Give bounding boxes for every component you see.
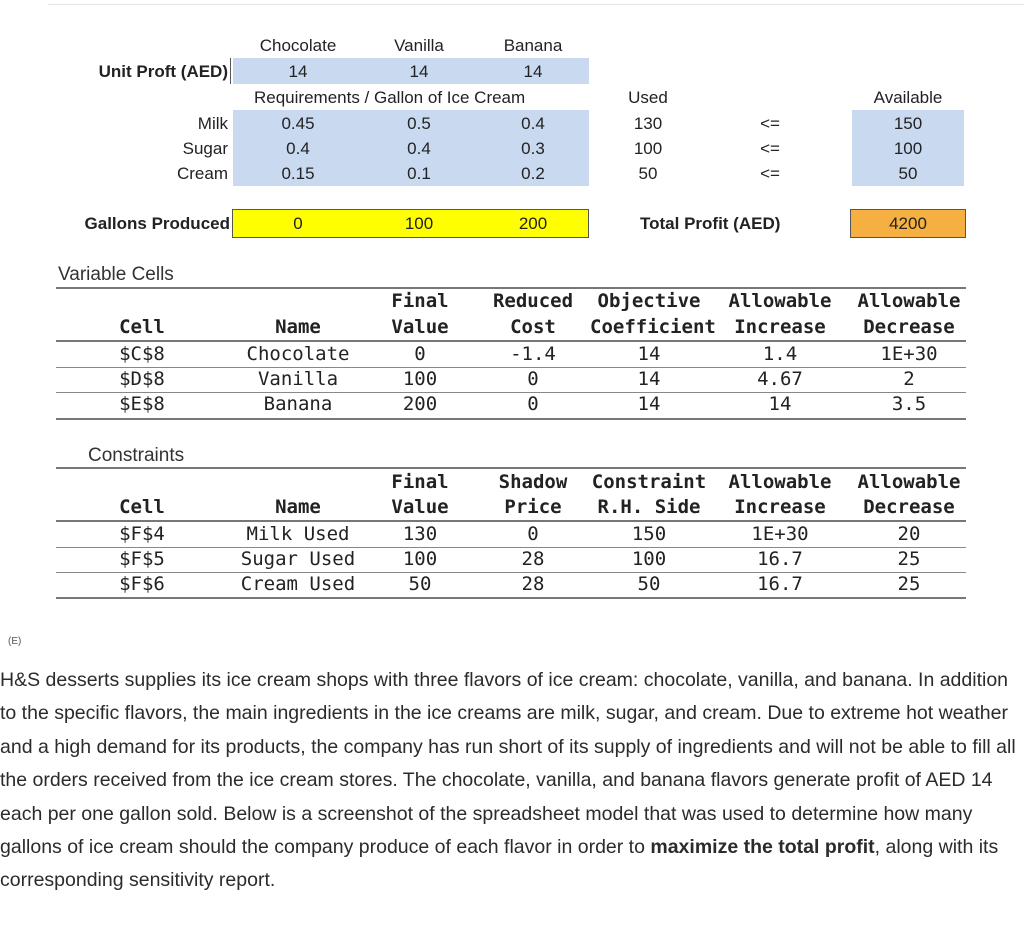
req-cream-banana: 0.2 (521, 164, 545, 183)
cs-allowable-inc: 16.7 (757, 573, 803, 595)
unit-profit-banana: 14 (523, 62, 543, 81)
cs-header-decrease: Decrease (863, 496, 955, 518)
constraints-title: Constraints (88, 445, 185, 466)
vc-allowable-inc: 4.67 (757, 368, 803, 390)
vc-final-value: 200 (402, 393, 438, 415)
vc-header-objective: Objective (597, 290, 701, 312)
vc-header-allowable-inc: Allowable (728, 290, 832, 312)
req-sugar-vanilla: 0.4 (407, 139, 431, 158)
vc-header-coefficient: Coefficient (590, 316, 716, 338)
gallons-vanilla: 100 (404, 214, 434, 233)
used-cream: 50 (638, 164, 658, 183)
vc-name: Banana (263, 393, 333, 415)
unit-profit-vanilla: 14 (409, 62, 429, 81)
vc-name: Vanilla (257, 368, 339, 390)
top-divider (48, 4, 1024, 5)
cs-allowable-dec: 25 (897, 573, 921, 595)
cs-header-shadow: Shadow (498, 471, 568, 493)
available-cream: 50 (898, 164, 918, 183)
vc-cell: $C$8 (119, 343, 165, 365)
vc-final-value: 0 (414, 343, 426, 365)
available-header: Available (873, 88, 943, 107)
cs-rhs: 100 (631, 548, 667, 570)
vc-reduced-cost: -1.4 (510, 343, 556, 365)
product-header-chocolate: Chocolate (259, 36, 337, 55)
vc-bottom-rule (56, 418, 966, 420)
vc-header-final: Final (391, 290, 449, 312)
cs-cell: $F$4 (119, 523, 165, 545)
vc-cell: $E$8 (119, 393, 165, 415)
vc-objective-coef: 14 (637, 393, 661, 415)
cs-name: Sugar Used (240, 548, 356, 570)
cs-header-rule (56, 520, 966, 522)
unit-profit-label: Unit Proft (AED) (98, 62, 228, 81)
used-sugar: 100 (633, 139, 663, 158)
product-header-banana: Banana (503, 36, 563, 55)
vc-header-reduced: Reduced (492, 290, 574, 312)
variable-cells-top-rule (56, 287, 966, 289)
vc-header-rule (56, 340, 966, 342)
cs-cell: $F$5 (119, 548, 165, 570)
vc-allowable-inc: 1.4 (762, 343, 798, 365)
cs-allowable-inc: 16.7 (757, 548, 803, 570)
constraints-top-rule (56, 467, 966, 469)
cs-allowable-dec: 25 (897, 548, 921, 570)
cs-header-rhs: R.H. Side (597, 496, 701, 518)
question-marker: (E) (8, 636, 22, 647)
cs-rhs: 50 (637, 573, 661, 595)
cs-shadow-price: 0 (527, 523, 539, 545)
cs-rhs: 150 (631, 523, 667, 545)
req-milk-vanilla: 0.5 (407, 114, 431, 133)
gallons-produced-label: Gallons Produced (84, 214, 230, 233)
cs-final-value: 100 (402, 548, 438, 570)
used-milk: 130 (633, 114, 663, 133)
req-sugar-banana: 0.3 (521, 139, 545, 158)
unit-profit-chocolate: 14 (288, 62, 308, 81)
vc-allowable-dec: 1E+30 (880, 343, 938, 365)
cs-header-allowable-dec: Allowable (857, 471, 961, 493)
cs-shadow-price: 28 (521, 573, 545, 595)
resource-label-sugar: Sugar (182, 139, 228, 158)
resource-label-cream: Cream (176, 164, 228, 183)
req-milk-banana: 0.4 (521, 114, 545, 133)
cs-cell: $F$6 (119, 573, 165, 595)
vc-objective-coef: 14 (637, 368, 661, 390)
cs-header-increase: Increase (734, 496, 826, 518)
description-emphasis: maximize the total profit (650, 836, 875, 859)
vc-final-value: 100 (402, 368, 438, 390)
total-profit-label: Total Profit (AED) (640, 214, 781, 233)
description-text-end: , along with its corresponding sensitivity report. (0, 836, 999, 892)
cs-header-price: Price (504, 496, 562, 518)
vc-header-decrease: Decrease (863, 316, 955, 338)
variable-cells-title: Variable Cells (58, 264, 174, 285)
gallons-chocolate: 0 (293, 214, 303, 233)
cs-header-final: Final (391, 471, 449, 493)
vc-header-value: Value (391, 316, 449, 338)
vc-header-increase: Increase (734, 316, 826, 338)
resource-label-milk: Milk (197, 114, 228, 133)
problem-description (0, 664, 1022, 898)
available-sugar: 100 (893, 139, 923, 158)
op-milk: <= (760, 114, 780, 133)
vc-allowable-inc: 14 (768, 393, 792, 415)
cs-bottom-rule (56, 597, 966, 599)
vc-allowable-dec: 3.5 (891, 393, 927, 415)
available-milk: 150 (893, 114, 923, 133)
op-cream: <= (760, 164, 780, 183)
used-header: Used (628, 88, 668, 107)
cs-name: Milk Used (246, 523, 350, 545)
cs-header-cell: Cell (119, 496, 165, 518)
vc-header-cell: Cell (119, 316, 165, 338)
cs-header-value: Value (391, 496, 449, 518)
cs-header-constraint: Constraint (591, 471, 707, 493)
vc-reduced-cost: 0 (527, 368, 539, 390)
vc-reduced-cost: 0 (527, 393, 539, 415)
cs-allowable-inc: 1E+30 (751, 523, 809, 545)
cs-header-allowable-inc: Allowable (728, 471, 832, 493)
req-cream-vanilla: 0.1 (407, 164, 431, 183)
req-milk-chocolate: 0.45 (281, 114, 315, 133)
unit-profit-label-border (230, 58, 232, 84)
op-sugar: <= (760, 139, 780, 158)
vc-header-name: Name (275, 316, 321, 338)
cs-final-value: 50 (408, 573, 432, 595)
vc-objective-coef: 14 (637, 343, 661, 365)
gallons-banana: 200 (518, 214, 548, 233)
cs-name: Cream Used (240, 573, 356, 595)
cs-shadow-price: 28 (521, 548, 545, 570)
vc-header-allowable-dec: Allowable (857, 290, 961, 312)
req-sugar-chocolate: 0.4 (286, 139, 310, 158)
cs-final-value: 130 (402, 523, 438, 545)
cs-allowable-dec: 20 (897, 523, 921, 545)
product-header-vanilla: Vanilla (394, 36, 444, 55)
description-text: H&S desserts supplies its ice cream shops with three flavors of ice cream: chocolate, vanilla, and banana. In addition to the specific flavors, the main ingredients in the ice creams are milk, sugar, and cream. Due to extreme hot weather and a high demand for its products, the company has run short of its supply of ingredients and will not be able to fill all the orders received from the ice cream stores. The chocolate, vanilla, and banana flavors generate profit of AED 14 each per one gallon sold. Below is a screenshot of the spreadsheet model that was used to determine how many gallons of ice cream should the company produce of each flavor in order to (0, 669, 1016, 859)
cs-header-name: Name (275, 496, 321, 518)
vc-name: Chocolate (246, 343, 350, 365)
vc-allowable-dec: 2 (903, 368, 915, 390)
vc-header-cost: Cost (510, 316, 556, 338)
vc-cell: $D$8 (119, 368, 165, 390)
req-cream-chocolate: 0.15 (281, 164, 315, 183)
total-profit-value: 4200 (889, 214, 927, 233)
requirements-header: Requirements / Gallon of Ice Cream (254, 88, 526, 107)
